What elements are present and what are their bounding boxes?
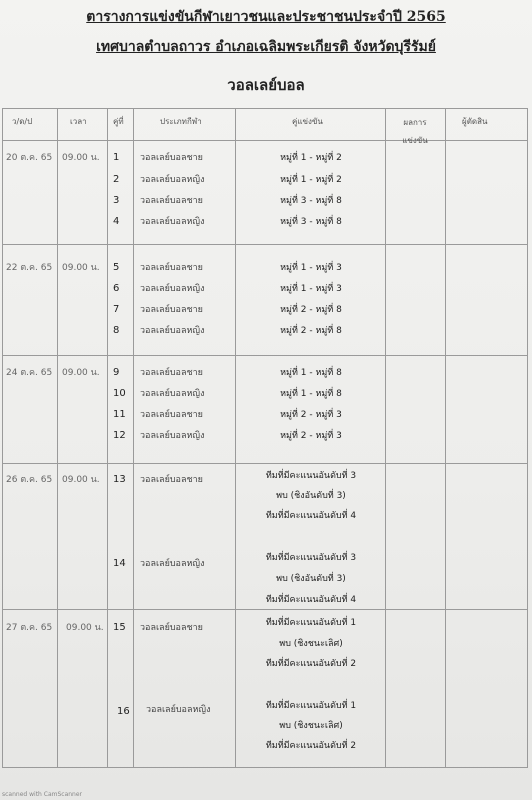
sport-type: วอลเลย์บอลหญิง	[140, 326, 205, 336]
match-teams: ทีมที่มีคะแนนอันดับที่ 1	[265, 618, 357, 628]
match-number: 12	[113, 430, 126, 441]
sport-type: วอลเลย์บอลชาย	[140, 410, 203, 420]
match-teams: หมู่ที่ 3 - หมู่ที่ 8	[280, 196, 342, 206]
match-teams: ทีมที่มีคะแนนอันดับที่ 4	[265, 511, 357, 521]
sport-type: วอลเลย์บอลหญิง	[140, 284, 205, 294]
match-number: 4	[113, 216, 120, 227]
row-divider	[2, 355, 528, 356]
match-time: 09.00 น.	[62, 153, 100, 163]
sport-title: วอลเลย์บอล	[227, 76, 305, 94]
match-teams: หมู่ที่ 3 - หมู่ที่ 8	[280, 217, 342, 227]
sport-type: วอลเลย์บอลชาย	[140, 623, 203, 633]
match-teams: หมู่ที่ 1 - หมู่ที่ 8	[280, 368, 342, 378]
table-bottom-border	[2, 767, 528, 768]
sport-type: วอลเลย์บอลหญิง	[140, 431, 205, 441]
match-teams: ทีมที่มีคะแนนอันดับที่ 2	[265, 659, 357, 669]
header-bottom-border	[2, 140, 528, 141]
match-teams: หมู่ที่ 2 - หมู่ที่ 8	[280, 326, 342, 336]
match-teams: หมู่ที่ 2 - หมู่ที่ 3	[280, 431, 342, 441]
document-title: ตารางการแข่งขันกีฬาเยาวชนและประชาชนประจำปี 2565	[86, 9, 446, 25]
row-divider	[2, 609, 528, 610]
column-header-teams: คู่แข่งขัน	[292, 117, 323, 126]
match-teams: ทีมที่มีคะแนนอันดับที่ 4	[265, 595, 357, 605]
match-number: 9	[113, 367, 120, 378]
column-divider	[133, 108, 134, 768]
sport-type: วอลเลย์บอลชาย	[140, 263, 203, 273]
column-divider	[527, 108, 528, 768]
match-number: 7	[113, 304, 120, 315]
match-teams: หมู่ที่ 2 - หมู่ที่ 8	[280, 305, 342, 315]
column-divider	[107, 108, 108, 768]
match-teams: หมู่ที่ 1 - หมู่ที่ 8	[280, 389, 342, 399]
document-subtitle: เทศบาลตำบลถาวร อำเภอเฉลิมพระเกียรติ จังหวัดบุรีรัมย์	[96, 39, 436, 55]
match-number: 14	[113, 558, 126, 569]
match-number: 15	[113, 622, 126, 633]
sport-type: วอลเลย์บอลชาย	[140, 305, 203, 315]
column-divider	[2, 108, 3, 768]
match-teams: หมู่ที่ 1 - หมู่ที่ 2	[280, 175, 342, 185]
match-teams: พบ (ชิงอันดับที่ 3)	[276, 491, 346, 501]
match-number: 11	[113, 409, 126, 420]
column-header-referee: ผู้ตัดสิน	[462, 117, 488, 126]
match-number: 3	[113, 195, 120, 206]
match-number: 16	[117, 706, 130, 717]
column-divider	[385, 108, 386, 768]
match-date: 27 ต.ค. 65	[6, 623, 53, 633]
row-divider	[2, 244, 528, 245]
match-number: 10	[113, 388, 126, 399]
match-teams: ทีมที่มีคะแนนอันดับที่ 1	[265, 701, 357, 711]
match-date: 26 ต.ค. 65	[6, 475, 53, 485]
sport-type: วอลเลย์บอลหญิง	[140, 175, 205, 185]
match-teams: หมู่ที่ 1 - หมู่ที่ 3	[280, 263, 342, 273]
match-teams: ทีมที่มีคะแนนอันดับที่ 3	[265, 471, 357, 481]
column-header-sport-type: ประเภทกีฬา	[160, 117, 202, 126]
match-time: 09.00 น.	[66, 623, 104, 633]
match-teams: พบ (ชิงอันดับที่ 3)	[276, 574, 346, 584]
match-number: 5	[113, 262, 120, 273]
sport-type: วอลเลย์บอลหญิง	[140, 559, 205, 569]
match-date: 22 ต.ค. 65	[6, 263, 53, 273]
sport-type: วอลเลย์บอลหญิง	[146, 705, 211, 715]
table-top-border	[2, 108, 528, 109]
sport-type: วอลเลย์บอลชาย	[140, 196, 203, 206]
match-time: 09.00 น.	[62, 475, 100, 485]
match-number: 2	[113, 174, 120, 185]
match-number: 8	[113, 325, 120, 336]
row-divider	[2, 463, 528, 464]
match-teams: หมู่ที่ 1 - หมู่ที่ 3	[280, 284, 342, 294]
sport-type: วอลเลย์บอลหญิง	[140, 389, 205, 399]
match-time: 09.00 น.	[62, 368, 100, 378]
match-time: 09.00 น.	[62, 263, 100, 273]
match-number: 1	[113, 152, 120, 163]
match-date: 20 ต.ค. 65	[6, 153, 53, 163]
match-date: 24 ต.ค. 65	[6, 368, 53, 378]
match-teams: หมู่ที่ 1 - หมู่ที่ 2	[280, 153, 342, 163]
match-teams: พบ (ชิงชนะเลิศ)	[279, 639, 343, 649]
column-divider	[445, 108, 446, 768]
match-teams: ทีมที่มีคะแนนอันดับที่ 3	[265, 553, 357, 563]
column-header-date: ว/ด/ป	[12, 117, 33, 126]
match-number: 6	[113, 283, 120, 294]
column-divider	[57, 108, 58, 768]
match-teams: พบ (ชิงชนะเลิศ)	[279, 721, 343, 731]
scanner-watermark: scanned with CamScanner	[2, 791, 83, 798]
sport-type: วอลเลย์บอลชาย	[140, 475, 203, 485]
match-number: 13	[113, 474, 126, 485]
match-teams: หมู่ที่ 2 - หมู่ที่ 3	[280, 410, 342, 420]
column-header-result: ผลการแข่งขัน	[402, 118, 428, 145]
sport-type: วอลเลย์บอลชาย	[140, 368, 203, 378]
column-header-time: เวลา	[70, 117, 87, 126]
sport-type: วอลเลย์บอลหญิง	[140, 217, 205, 227]
column-divider	[235, 108, 236, 768]
column-header-match-no: คู่ที่	[113, 117, 124, 126]
sport-type: วอลเลย์บอลชาย	[140, 153, 203, 163]
match-teams: ทีมที่มีคะแนนอันดับที่ 2	[265, 741, 357, 751]
